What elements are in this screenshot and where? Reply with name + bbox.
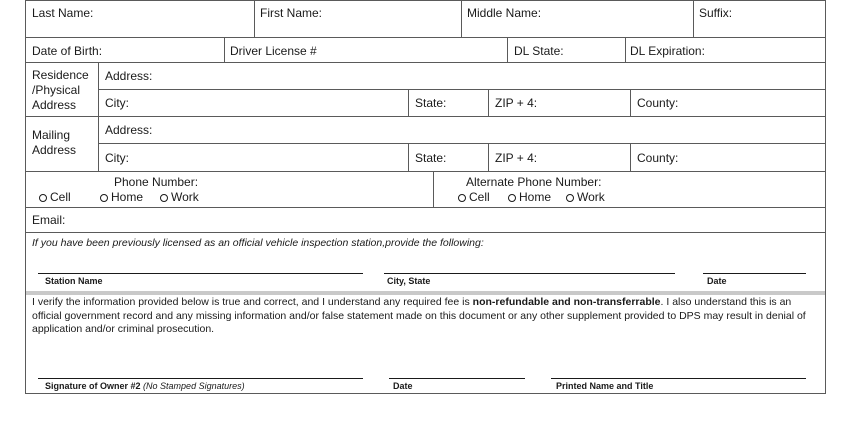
driver-license-label: Driver License #: [230, 44, 317, 58]
printed-name-caption: Printed Name and Title: [556, 381, 654, 391]
divider: [224, 38, 225, 62]
radio-icon[interactable]: [566, 194, 574, 202]
divider: [488, 89, 489, 116]
divider: [507, 38, 508, 62]
phone-field[interactable]: [26, 172, 433, 207]
dl-expiration-label: DL Expiration:: [630, 44, 705, 58]
mailing-zip-label: ZIP + 4:: [495, 151, 538, 165]
residence-section-label: Residence /Physical Address: [32, 68, 89, 112]
alt-phone-label: Alternate Phone Number:: [466, 175, 602, 189]
dob-field[interactable]: [26, 38, 224, 62]
signature-date-line[interactable]: [389, 378, 525, 379]
residence-county-field[interactable]: [630, 90, 825, 116]
mailing-city-field[interactable]: [99, 144, 408, 171]
divider: [254, 1, 255, 37]
mailing-county-field[interactable]: [630, 144, 825, 171]
station-name-line[interactable]: [38, 273, 363, 274]
phone-cell-option[interactable]: Cell: [39, 190, 71, 204]
verification-statement: I verify the information provided below is true and correct, and I understand any required fee is non-refundable and non-transferrable. I also understand this is an official government record and any missing information and/or false statement made on this document or any other supplement provided to DPS may result in denial of application and/or criminal prosecution.: [32, 296, 806, 335]
mailing-state-field[interactable]: [408, 144, 488, 171]
residence-state-label: State:: [415, 96, 447, 110]
residence-address-label: Address:: [105, 69, 153, 83]
divider: [461, 1, 462, 37]
driver-license-field[interactable]: [224, 38, 507, 62]
suffix-field[interactable]: [693, 1, 826, 37]
radio-icon[interactable]: [508, 194, 516, 202]
signature-line[interactable]: [38, 378, 363, 379]
last-name-field[interactable]: [26, 1, 254, 37]
mailing-address-field[interactable]: [99, 117, 825, 143]
dl-expiration-field[interactable]: [625, 38, 825, 62]
email-label: Email:: [32, 213, 66, 227]
date-caption: Date: [707, 276, 727, 286]
printed-name-line[interactable]: [551, 378, 806, 379]
mailing-address-label: Address:: [105, 123, 153, 137]
divider: [488, 143, 489, 171]
mailing-zip-field[interactable]: [488, 144, 630, 171]
application-form: [25, 0, 826, 394]
divider: [408, 89, 409, 116]
dl-state-label: DL State:: [514, 44, 564, 58]
city-state-caption: City, State: [387, 276, 431, 286]
alt-phone-work-option[interactable]: Work: [566, 190, 605, 204]
dl-state-field[interactable]: [507, 38, 625, 62]
email-field[interactable]: [26, 208, 825, 232]
middle-name-label: Middle Name:: [467, 6, 542, 20]
divider: [630, 143, 631, 171]
mailing-section-label: Mailing Address: [32, 128, 77, 157]
divider: [408, 143, 409, 171]
mailing-city-label: City:: [105, 151, 129, 165]
alt-phone-home-option[interactable]: Home: [508, 190, 551, 204]
first-name-label: First Name:: [260, 6, 323, 20]
radio-icon[interactable]: [100, 194, 108, 202]
residence-zip-label: ZIP + 4:: [495, 96, 538, 110]
residence-city-field[interactable]: [99, 90, 408, 116]
date-line[interactable]: [703, 273, 806, 274]
residence-city-label: City:: [105, 96, 129, 110]
radio-icon[interactable]: [160, 194, 168, 202]
mailing-county-label: County:: [637, 151, 679, 165]
previous-license-instruction: If you have been previously licensed as an official vehicle inspection station,provide the following:: [32, 237, 484, 249]
alt-phone-cell-option[interactable]: Cell: [458, 190, 490, 204]
residence-state-field[interactable]: [408, 90, 488, 116]
phone-work-option[interactable]: Work: [160, 190, 199, 204]
suffix-label: Suffix:: [699, 6, 733, 20]
residence-address-field[interactable]: [99, 63, 825, 89]
alt-phone-field[interactable]: [434, 172, 825, 207]
signature-date-caption: Date: [393, 381, 413, 391]
residence-county-label: County:: [637, 96, 679, 110]
first-name-field[interactable]: [254, 1, 461, 37]
radio-icon[interactable]: [458, 194, 466, 202]
section-separator: [26, 291, 825, 295]
city-state-line[interactable]: [384, 273, 675, 274]
divider: [693, 1, 694, 37]
divider: [625, 38, 626, 62]
residence-zip-field[interactable]: [488, 90, 630, 116]
divider: [630, 89, 631, 116]
mailing-state-label: State:: [415, 151, 447, 165]
last-name-label: Last Name:: [32, 6, 94, 20]
dob-label: Date of Birth:: [32, 44, 103, 58]
station-name-caption: Station Name: [45, 276, 103, 286]
radio-icon[interactable]: [39, 194, 47, 202]
phone-home-option[interactable]: Home: [100, 190, 143, 204]
divider: [26, 232, 825, 233]
middle-name-field[interactable]: [461, 1, 693, 37]
signature-caption: Signature of Owner #2 (No Stamped Signatures): [45, 381, 245, 391]
phone-label: Phone Number:: [114, 175, 199, 189]
